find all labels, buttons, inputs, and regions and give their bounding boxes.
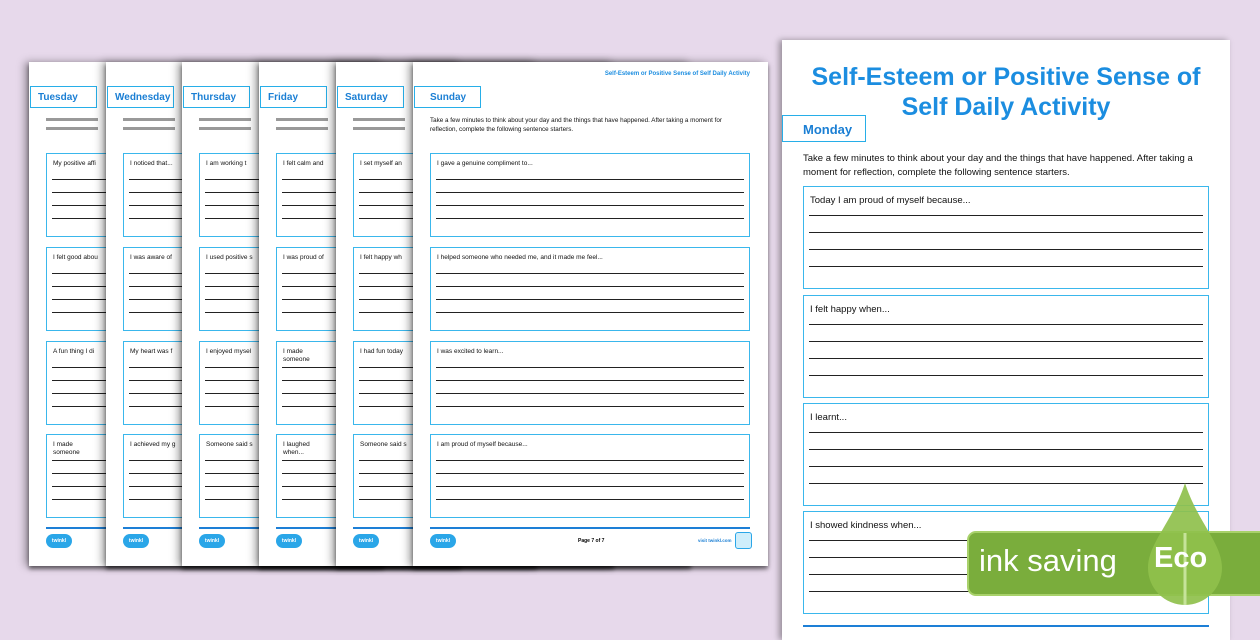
prompt-text: I am working t	[206, 160, 247, 167]
writing-line	[436, 299, 744, 300]
writing-line	[436, 205, 744, 206]
intro-text: Take a few minutes to think about your day and the things that have happened. After taking a moment for reflection, complete the following sentence starters.	[803, 153, 1193, 178]
writing-line	[436, 192, 744, 193]
title-line-1: Self-Esteem or Positive Sense of	[811, 63, 1201, 91]
writing-line	[436, 499, 744, 500]
text-line-bar	[199, 127, 251, 130]
prompt-text: I was aware of	[130, 254, 172, 261]
text-line-bar	[276, 127, 328, 130]
writing-line	[436, 367, 744, 368]
prompt-text: I achieved my g	[130, 441, 176, 448]
prompt-text: Someone said s	[360, 441, 407, 448]
eco-tag: Eco	[1154, 542, 1208, 574]
intro-text-placeholder	[46, 118, 98, 136]
prompt-text: I am proud of myself because...	[437, 441, 528, 448]
intro-text-placeholder	[123, 118, 175, 136]
writing-line	[436, 460, 744, 461]
prompt-box	[430, 247, 750, 331]
prompt-box	[430, 341, 750, 425]
text-line-bar	[353, 127, 405, 130]
day-label: Wednesday	[107, 86, 174, 108]
leaf-icon	[1148, 483, 1222, 605]
writing-line	[436, 406, 744, 407]
writing-line	[809, 266, 1203, 267]
prompt-text: I was excited to learn...	[437, 348, 504, 355]
site-link: visit twinkl.com	[698, 538, 732, 543]
writing-line	[809, 466, 1203, 467]
writing-line	[809, 483, 1203, 484]
prompt-text: I gave a genuine compliment to...	[437, 160, 533, 167]
prompt-text: I felt good abou	[53, 254, 98, 261]
writing-line	[809, 324, 1203, 325]
prompt-text: I had fun today	[360, 348, 404, 355]
prompt-text: I set myself an	[360, 160, 402, 167]
prompt-text: I felt calm and	[283, 160, 324, 167]
day-label: Sunday	[414, 86, 481, 108]
writing-line	[436, 393, 744, 394]
intro-text: Take a few minutes to think about your day and the things that have happened. After taking a moment for reflection, complete the following sentence starters.	[430, 117, 722, 133]
prompt-text: I felt happy when...	[810, 304, 890, 315]
twinkl-logo: twinkl	[46, 534, 72, 548]
twinkl-logo: twinkl	[123, 534, 149, 548]
writing-line	[809, 249, 1203, 250]
eco-label: ink saving	[979, 543, 1117, 578]
prompt-box	[430, 434, 750, 518]
prompt-text: A fun thing I di	[53, 348, 95, 355]
page-number: Page 7 of 7	[578, 538, 605, 544]
prompt-text: Today I am proud of myself because...	[810, 195, 971, 206]
header-title: Self-Esteem or Positive Sense of Self Daily Activity	[604, 71, 750, 77]
intro-text-placeholder	[199, 118, 251, 136]
writing-line	[809, 232, 1203, 233]
prompt-text: I laughed when...	[283, 441, 310, 456]
prompt-text: My positive affi	[53, 160, 96, 167]
quality-badge-icon	[735, 532, 752, 549]
writing-line	[809, 215, 1203, 216]
writing-line	[436, 179, 744, 180]
writing-line	[809, 432, 1203, 433]
prompt-box	[803, 186, 1209, 289]
text-line-bar	[123, 127, 175, 130]
intro-text-placeholder	[353, 118, 405, 136]
writing-line	[809, 375, 1203, 376]
writing-line	[809, 449, 1203, 450]
prompt-text: I noticed that...	[130, 160, 173, 167]
prompt-box	[430, 153, 750, 237]
prompt-box	[803, 295, 1209, 398]
text-line-bar	[46, 118, 98, 121]
prompt-text: I helped someone who needed me, and it made me feel...	[437, 254, 603, 261]
prompt-text: I learnt...	[810, 412, 847, 423]
day-label: Tuesday	[30, 86, 97, 108]
writing-line	[809, 358, 1203, 359]
prompt-text: I made someone	[283, 348, 310, 363]
prompt-text: I made someone	[53, 441, 80, 456]
writing-line	[436, 486, 744, 487]
prompt-text: I enjoyed mysel	[206, 348, 252, 355]
footer-rule	[430, 527, 750, 529]
twinkl-logo: twinkl	[353, 534, 379, 548]
prompt-text: Someone said s	[206, 441, 253, 448]
prompt-text: I used positive s	[206, 254, 253, 261]
writing-line	[436, 380, 744, 381]
prompt-text: I felt happy wh	[360, 254, 402, 261]
prompt-text: I was proud of	[283, 254, 324, 261]
text-line-bar	[353, 118, 405, 121]
text-line-bar	[46, 127, 98, 130]
day-label: Monday	[782, 115, 866, 142]
writing-line	[436, 218, 744, 219]
footer-rule	[803, 625, 1209, 627]
day-label: Friday	[260, 86, 327, 108]
writing-line	[436, 286, 744, 287]
day-label: Saturday	[337, 86, 404, 108]
prompt-text: I showed kindness when...	[810, 520, 922, 531]
writing-line	[436, 473, 744, 474]
worksheet-title	[782, 62, 1230, 122]
text-line-bar	[123, 118, 175, 121]
worksheet-page-sunday	[413, 62, 768, 566]
intro-text-placeholder	[276, 118, 328, 136]
day-label: Thursday	[183, 86, 250, 108]
text-line-bar	[199, 118, 251, 121]
text-line-bar	[276, 118, 328, 121]
twinkl-logo: twinkl	[430, 534, 456, 548]
twinkl-logo: twinkl	[199, 534, 225, 548]
title-line-2: Self Daily Activity	[901, 93, 1111, 121]
prompt-text: My heart was f	[130, 348, 173, 355]
writing-line	[436, 312, 744, 313]
writing-line	[436, 273, 744, 274]
twinkl-logo: twinkl	[276, 534, 302, 548]
writing-line	[809, 341, 1203, 342]
